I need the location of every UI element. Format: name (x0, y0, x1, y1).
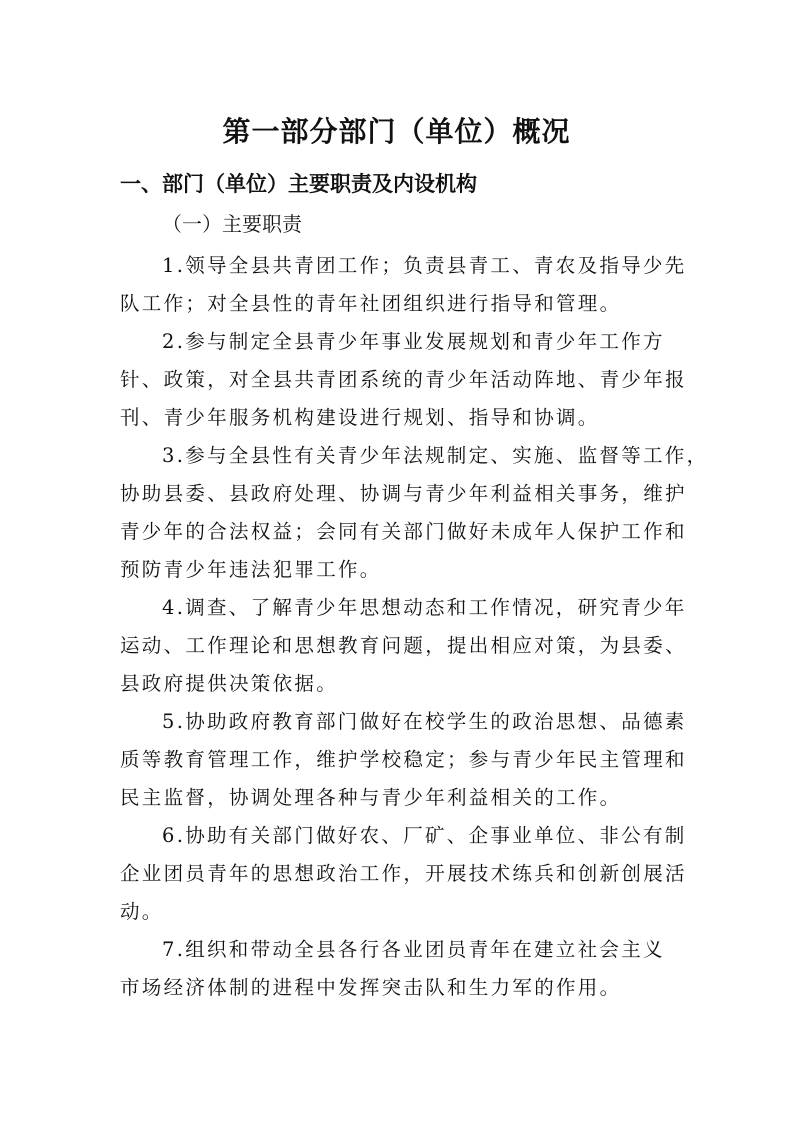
paragraph-line: 队工作；对全县性的青年社团组织进行指导和管理。 (120, 292, 622, 315)
paragraph-line: 运动、工作理论和思想教育问题，提出相应对策，为县委、 (120, 634, 687, 657)
paragraph-line: 质等教育管理工作，维护学校稳定；参与青少年民主管理和 (120, 748, 687, 771)
paragraph (120, 323, 690, 437)
paragraph-line: 7.组织和带动全县各行各业团员青年在建立社会主义 (162, 938, 665, 961)
paragraph-line: 6.协助有关部门做好农、厂矿、企事业单位、非公有制 (162, 824, 687, 847)
paragraph-line: 针、政策，对全县共青团系统的青少年活动阵地、青少年报 (120, 368, 687, 391)
paragraph-line: 青少年的合法权益；会同有关部门做好未成年人保护工作和 (120, 520, 687, 543)
paragraph (120, 703, 690, 817)
paragraph-line: 协助县委、县政府处理、协调与青少年利益相关事务，维护 (120, 482, 687, 505)
paragraph-line: 2.参与制定全县青少年事业发展规划和青少年工作方 (162, 330, 665, 353)
paragraph-line: 预防青少年违法犯罪工作。 (120, 558, 382, 581)
paragraph-line: 3.参与全县性有关青少年法规制定、实施、监督等工作， (162, 444, 709, 467)
page-title: 第一部分部门（单位）概况 (222, 115, 571, 148)
paragraph-line: 企业团员青年的思想政治工作，开展技术练兵和创新创展活 (120, 862, 687, 885)
paragraph (120, 817, 690, 931)
document-body (120, 247, 709, 1007)
subsection-heading: （一）主要职责 (162, 212, 302, 236)
paragraph-line: 动。 (120, 900, 164, 923)
paragraph (120, 437, 709, 589)
paragraph (120, 589, 690, 703)
paragraph-line: 5.协助政府教育部门做好在校学生的政治思想、品德素 (162, 710, 687, 733)
paragraph-line: 4.调查、了解青少年思想动态和工作情况，研究青少年 (162, 596, 687, 619)
paragraph-line: 市场经济体制的进程中发挥突击队和生力军的作用。 (120, 976, 622, 999)
paragraph-line: 县政府提供决策依据。 (120, 672, 339, 695)
paragraph-line: 民主监督，协调处理各种与青少年利益相关的工作。 (120, 786, 622, 809)
paragraph (120, 247, 690, 323)
paragraph-line: 刊、青少年服务机构建设进行规划、指导和协调。 (120, 406, 600, 429)
section-heading: 一、部门（单位）主要职责及内设机构 (120, 172, 477, 196)
paragraph (120, 931, 690, 1007)
paragraph-line: 1.领导全县共青团工作；负责县青工、青农及指导少先 (162, 254, 687, 277)
